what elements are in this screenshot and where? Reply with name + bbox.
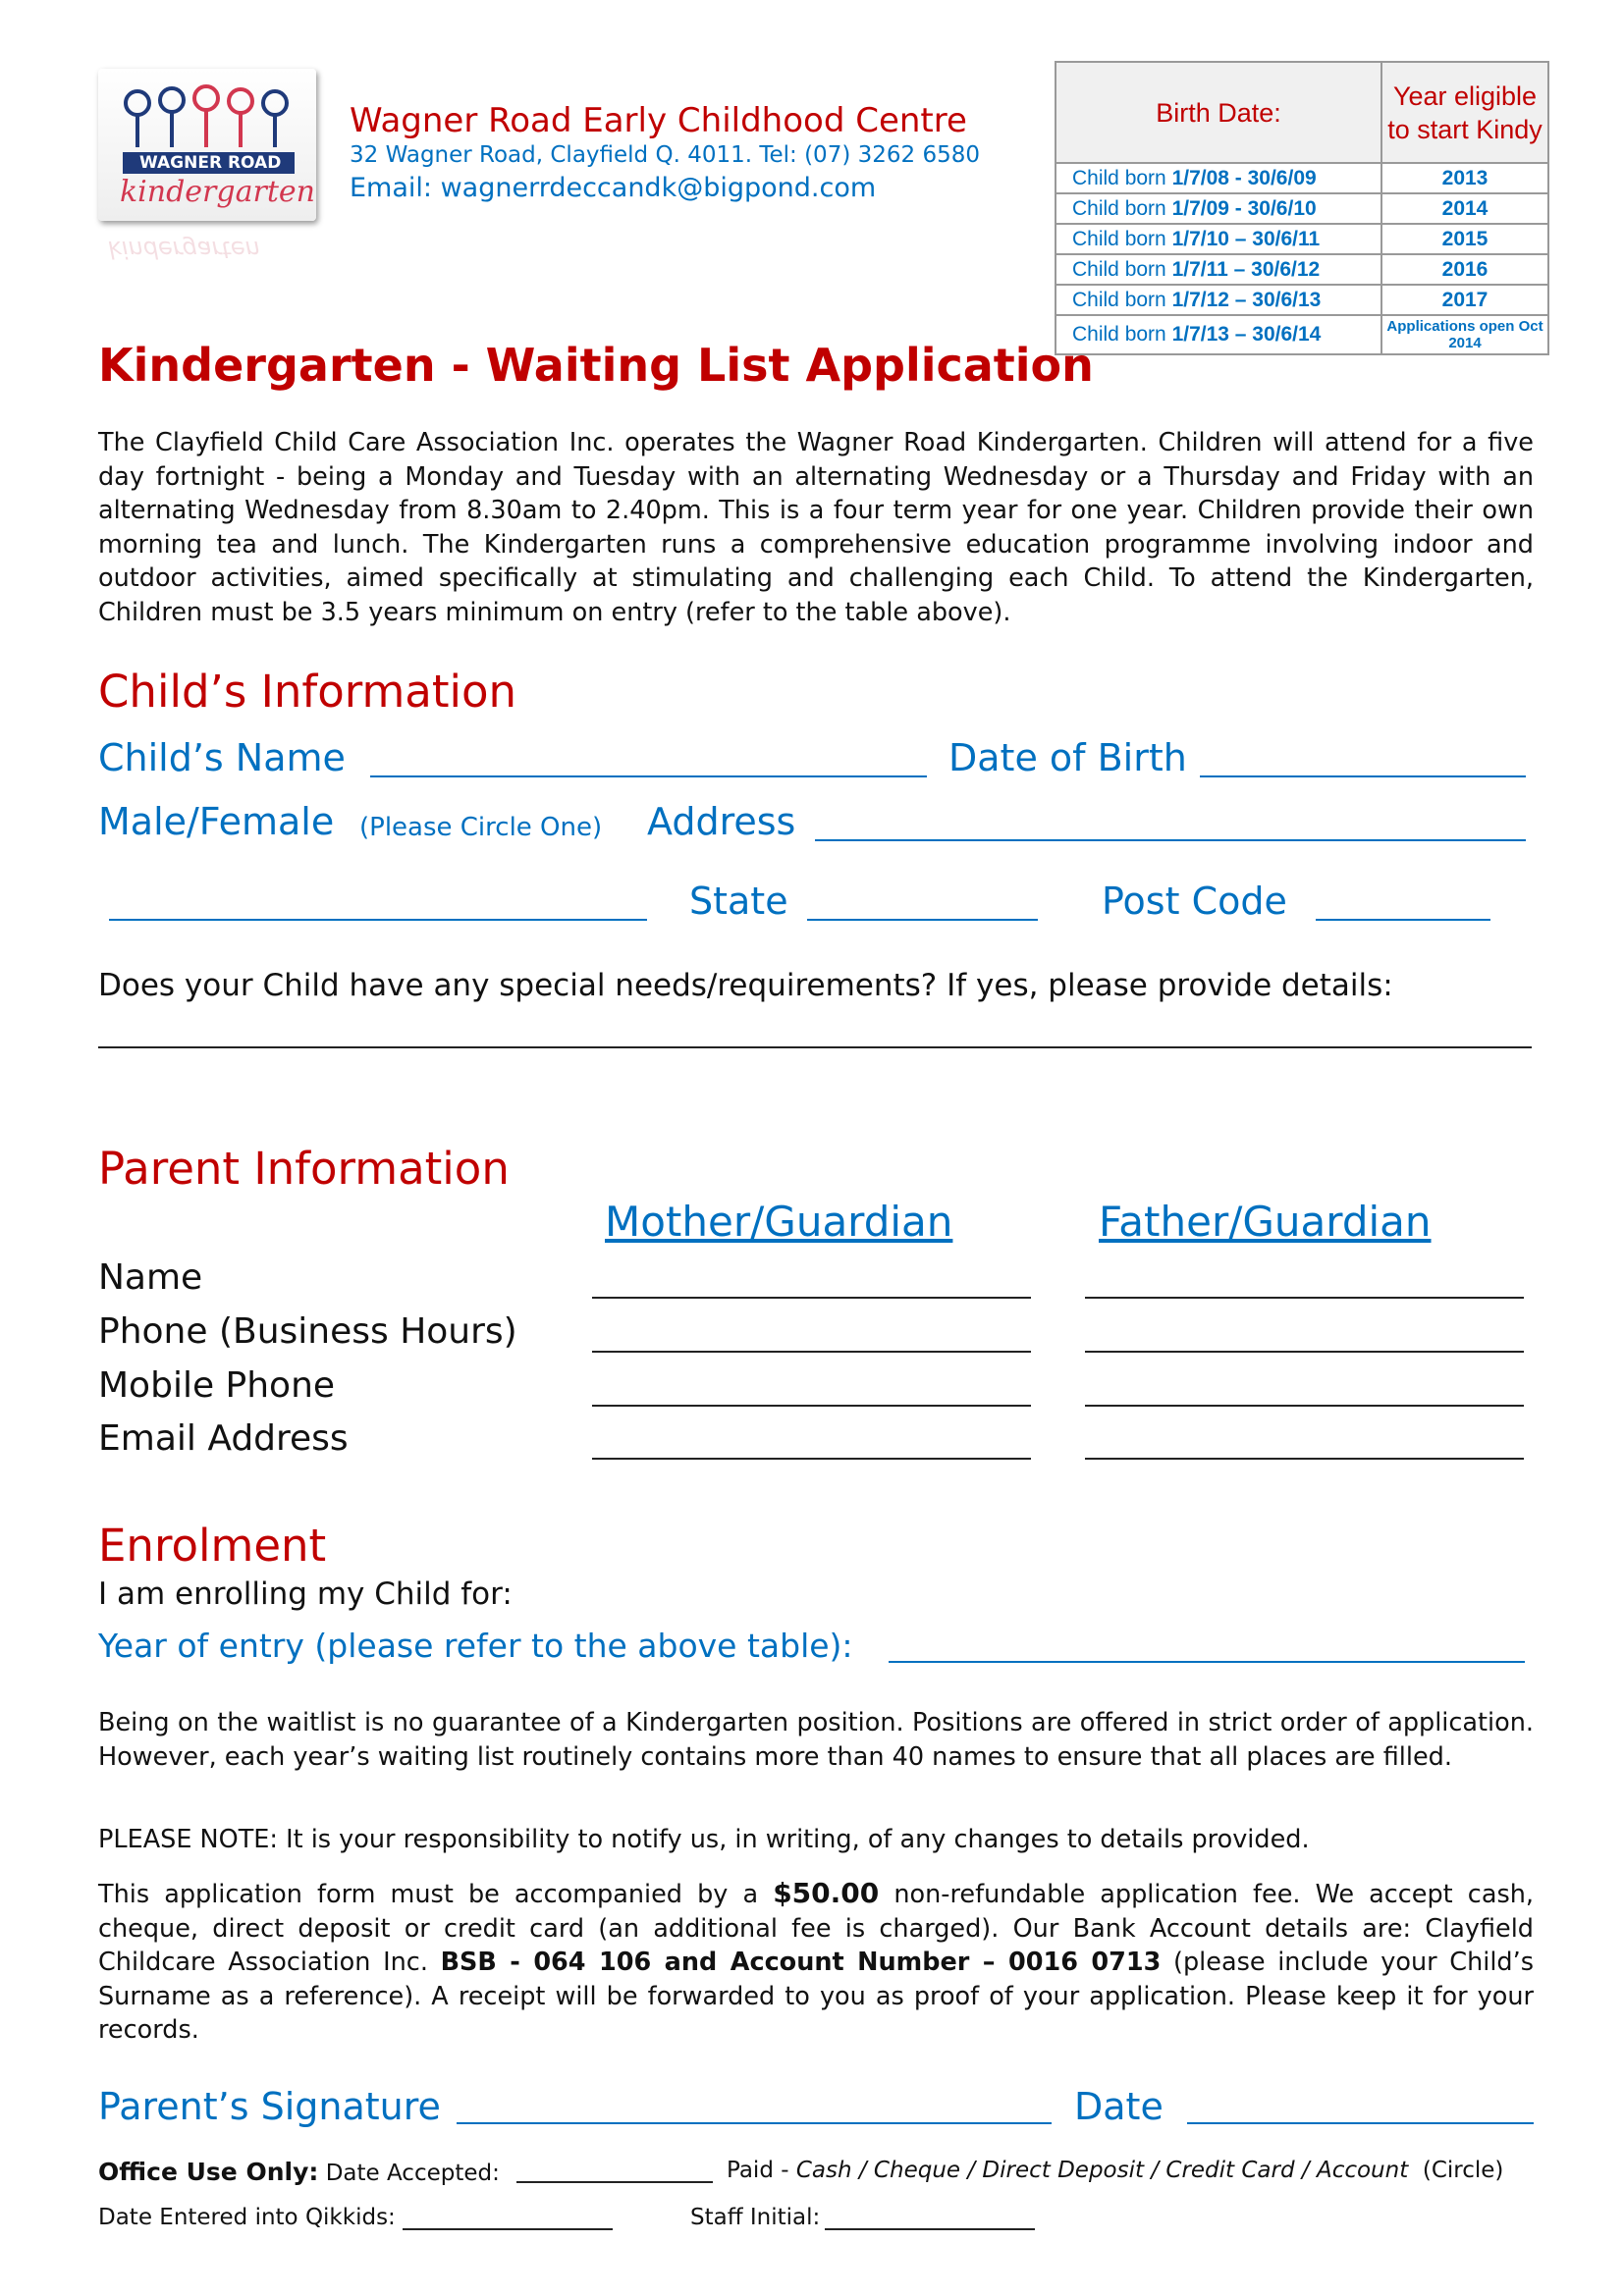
org-name: Wagner Road Early Childhood Centre xyxy=(350,101,967,140)
table-row xyxy=(1056,254,1548,285)
signature-label: Parent’s Signature xyxy=(98,2085,441,2128)
birth-range: 1/7/12 – 30/6/13 xyxy=(1171,288,1322,311)
intro-text: The Clayfield Child Care Association Inc. operates the Wagner Road Kindergarten. Children will attend for a five day fortnight - being a Monday and Tuesday with an alternating Wednesday or a Thursday and Friday with an alternating Wednesday from 8.30am to 2.40pm. This is a four term year for one year. Children provide their own morning tea and lunch. The Kindergarten runs a comprehensive education programme involving indoor and outdoor activities, aimed specifically at stimulating and challenging each Child. To attend the Kindergarten, Children must be 3.5 years minimum on entry (refer to the table above). xyxy=(98,428,1534,627)
birth-range-cell xyxy=(1056,285,1381,315)
birth-range: 1/7/08 - 30/6/09 xyxy=(1171,166,1317,189)
enrolment-heading: Enrolment xyxy=(98,1520,327,1572)
logo xyxy=(98,69,316,221)
child-born-prefix: Child born xyxy=(1072,323,1172,346)
waitlist-text: Being on the waitlist is no guarantee of a Kindergarten position. Positions are offered in strict order of application. However, each year’s waiting list routinely contains more than 40 names to ensure that all places are filled. xyxy=(98,1708,1534,1772)
header-birth-date: Birth Date: xyxy=(1056,62,1381,163)
office-use-label: Office Use Only: xyxy=(98,2158,319,2186)
state-label: State xyxy=(689,880,788,923)
birth-range-cell xyxy=(1056,254,1381,285)
please-note-text: PLEASE NOTE: It is your responsibility to notify us, in writing, of any changes to details provided. xyxy=(98,1825,1310,1854)
father-field[interactable] xyxy=(1085,1405,1524,1407)
qikkids-label: Date Entered into Qikkids: xyxy=(98,2205,396,2230)
eligibility-table xyxy=(1055,61,1549,355)
birth-range: 1/7/11 – 30/6/12 xyxy=(1171,257,1321,281)
signature-date-field[interactable] xyxy=(1187,2122,1534,2124)
mother-field[interactable] xyxy=(592,1458,1031,1460)
logo-reflection: kindergarten xyxy=(108,236,260,263)
birth-range-cell xyxy=(1056,163,1381,193)
date-accepted-label: Date Accepted: xyxy=(325,2161,500,2186)
paid-label: Paid - xyxy=(727,2158,796,2183)
mother-field[interactable] xyxy=(592,1351,1031,1353)
parent-info-heading: Parent Information xyxy=(98,1143,510,1195)
table-row xyxy=(1056,224,1548,254)
circle-note: (Circle) xyxy=(1422,2158,1504,2183)
dob-field[interactable] xyxy=(1200,775,1526,777)
fee-text-3: (please include your Child’s Surname as a reference). A receipt will be forwarded to you as proof of your application. Please keep it for your records. xyxy=(98,1948,1534,2045)
father-column-header: Father/Guardian xyxy=(1099,1198,1432,1246)
child-info-heading: Child’s Information xyxy=(98,666,517,718)
year-cell: 2016 xyxy=(1381,254,1548,285)
year-cell: 2014 xyxy=(1381,193,1548,224)
child-born-prefix: Child born xyxy=(1072,257,1172,281)
year-cell: 2013 xyxy=(1381,163,1548,193)
paid-methods xyxy=(727,2158,1503,2183)
payment-methods: Cash / Cheque / Direct Deposit / Credit Card / Account xyxy=(795,2158,1409,2183)
state-field[interactable] xyxy=(807,919,1038,921)
mother-column-header: Mother/Guardian xyxy=(605,1198,953,1246)
page-title: Kindergarten - Waiting List Application xyxy=(98,339,1094,392)
birth-range-cell xyxy=(1056,193,1381,224)
year-entry-field[interactable] xyxy=(889,1661,1525,1663)
birth-range-cell xyxy=(1056,315,1381,354)
child-born-prefix: Child born xyxy=(1072,227,1172,250)
qikkids-field[interactable] xyxy=(403,2228,613,2230)
year-entry-label: Year of entry (please refer to the above table): xyxy=(98,1627,853,1665)
gender-label: Male/Female xyxy=(98,800,335,843)
address-label: Address xyxy=(647,800,796,843)
postcode-field[interactable] xyxy=(1316,919,1490,921)
parent-row-label: Phone (Business Hours) xyxy=(98,1311,517,1352)
date-accepted-field[interactable] xyxy=(516,2181,713,2183)
child-born-prefix: Child born xyxy=(1072,166,1172,189)
signature-field[interactable] xyxy=(457,2122,1052,2124)
parent-row-label: Mobile Phone xyxy=(98,1365,336,1406)
year-cell: 2017 xyxy=(1381,285,1548,315)
special-needs-question: Does your Child have any special needs/requirements? If yes, please provide details: xyxy=(98,968,1393,1003)
birth-range: 1/7/09 - 30/6/10 xyxy=(1171,196,1317,220)
father-field[interactable] xyxy=(1085,1297,1524,1299)
address-field[interactable] xyxy=(815,839,1526,841)
fee-text-2: non-refundable application fee. We accept cash, cheque, direct deposit or credit card (an additional fee is charged). Our Bank Account details are: Clayfield Childcare Association Inc. xyxy=(98,1880,1534,1977)
signature-date-label: Date xyxy=(1074,2085,1164,2128)
mother-field[interactable] xyxy=(592,1405,1031,1407)
dob-label: Date of Birth xyxy=(948,736,1187,779)
child-name-label: Child’s Name xyxy=(98,736,346,779)
org-email[interactable]: Email: wagnerrdeccandk@bigpond.com xyxy=(350,173,877,203)
birth-range: 1/7/13 – 30/6/14 xyxy=(1171,323,1322,346)
header-year-eligible: Year eligible to start Kindy xyxy=(1381,62,1548,163)
table-row xyxy=(1056,163,1548,193)
fee-text-1: This application form must be accompanied by a xyxy=(98,1880,774,1909)
birth-range-cell xyxy=(1056,224,1381,254)
org-address: 32 Wagner Road, Clayfield Q. 4011. Tel: (07) 3262 6580 xyxy=(350,142,980,168)
child-name-field[interactable] xyxy=(370,775,927,777)
fee-text xyxy=(98,1877,1534,2048)
table-row xyxy=(1056,193,1548,224)
table-row xyxy=(1056,285,1548,315)
staff-initial-field[interactable] xyxy=(825,2228,1035,2230)
child-born-prefix: Child born xyxy=(1072,196,1172,220)
logo-text-top: WAGNER ROAD xyxy=(139,153,282,173)
staff-initial-label: Staff Initial: xyxy=(690,2205,821,2230)
fee-amount: $50.00 xyxy=(773,1877,880,1909)
enrolling-text: I am enrolling my Child for: xyxy=(98,1576,513,1612)
parent-row-label: Email Address xyxy=(98,1418,349,1459)
special-needs-field[interactable] xyxy=(98,1046,1532,1048)
father-field[interactable] xyxy=(1085,1351,1524,1353)
child-born-prefix: Child born xyxy=(1072,288,1172,311)
parent-row-label: Name xyxy=(98,1257,203,1298)
table-row xyxy=(1056,315,1548,354)
father-field[interactable] xyxy=(1085,1458,1524,1460)
address-line2-field[interactable] xyxy=(109,919,647,921)
year-cell: Applications open Oct 2014 xyxy=(1381,315,1548,354)
office-use-row xyxy=(98,2158,500,2186)
year-cell: 2015 xyxy=(1381,224,1548,254)
postcode-label: Post Code xyxy=(1102,880,1287,923)
bank-details: BSB - 064 106 and Account Number – 0016 0713 xyxy=(440,1948,1162,1977)
mother-field[interactable] xyxy=(592,1297,1031,1299)
birth-range: 1/7/10 – 30/6/11 xyxy=(1171,227,1321,250)
gender-note: (Please Circle One) xyxy=(359,813,603,842)
logo-text-bottom: kindergarten xyxy=(120,175,315,209)
